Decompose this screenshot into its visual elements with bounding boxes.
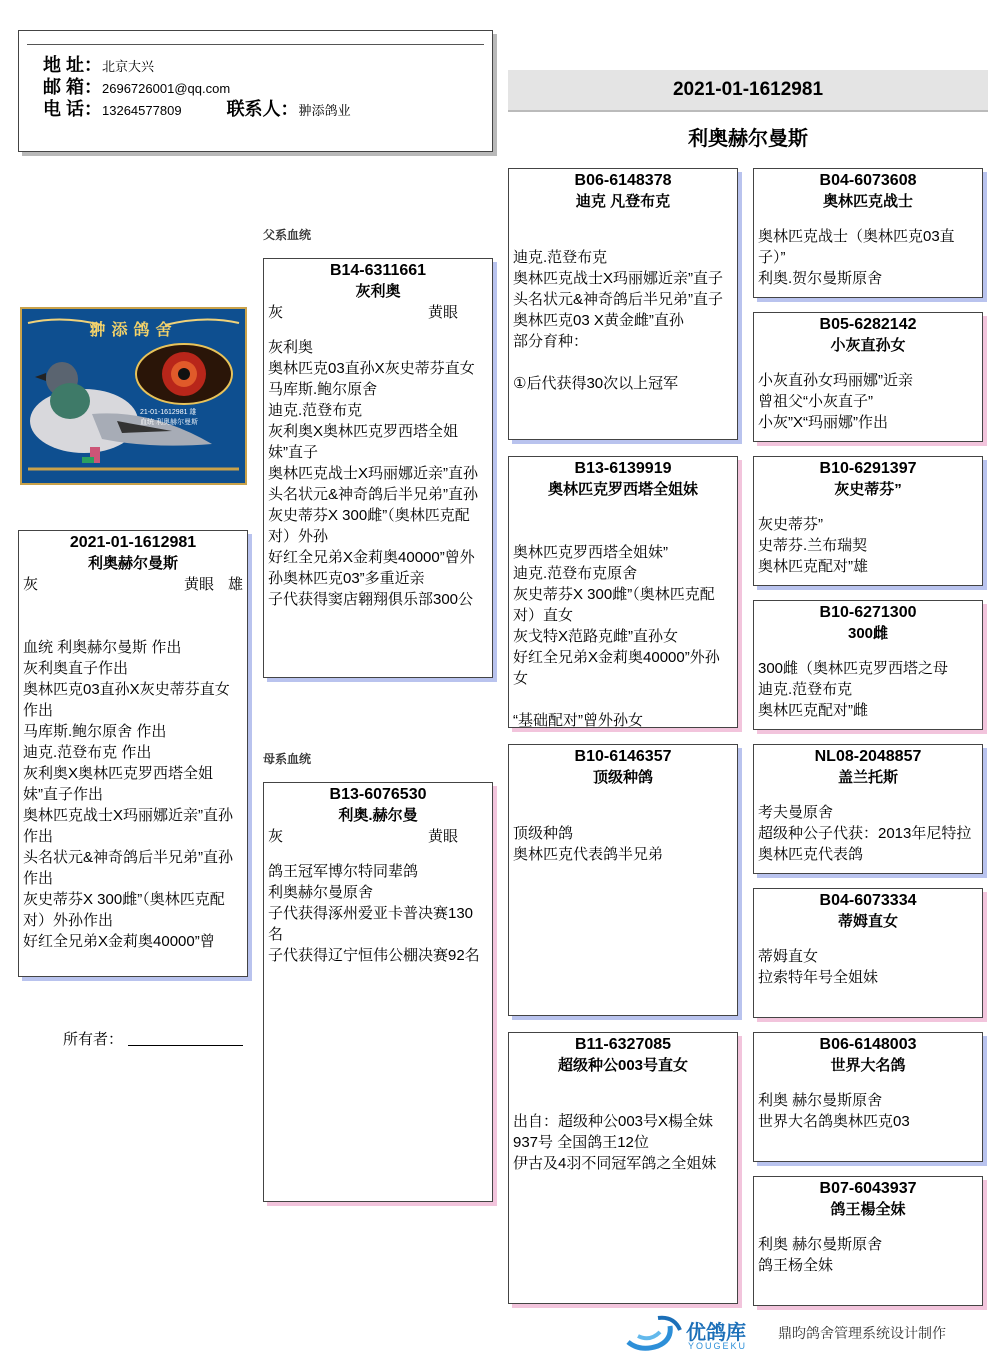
great-grandparent-ring: B04-6073334	[819, 892, 917, 909]
logo-text-en: YOUGEKU	[688, 1341, 748, 1351]
great-grandparent-name: 鸽王楊全妹	[830, 1201, 906, 1218]
subject-color: 灰	[23, 576, 39, 593]
photo-caption-2: 血统 利奥赫尔曼斯	[140, 419, 198, 426]
contact-divider	[27, 44, 484, 45]
address-label: 地 址：	[43, 55, 103, 75]
great-grandparent-ring: B04-6073608	[819, 172, 917, 189]
great-grandparent-ring: B06-6148003	[819, 1036, 917, 1053]
subject-notes: 血统 利奥赫尔曼斯 作出 灰利奥直子作出 奥林匹克03直孙X灰史蒂芬直女 作出 马库斯.鲍尔原舍 作出 迪克.范登布克 作出 灰利奥X奥林匹克罗西塔全姐妹”直子作出 奥林匹克战士X玛丽娜近亲”直孙 作出 头名状元&神奇鸽后半兄弟”直孙 作出 灰史蒂芬X 300雌”（奥林匹克配对）外孙作出 好红全兄弟X金莉奥40000”曾	[23, 639, 234, 950]
swirl-logo-icon	[620, 1312, 684, 1356]
great-grandparent-card-2	[753, 312, 983, 442]
footer-credit: 鼎昀鸽舍管理系统设计制作	[778, 1325, 946, 1341]
great-grandparent-card-6	[753, 888, 983, 1018]
subject-sex: 雄	[227, 576, 243, 593]
granddam-paternal-card	[508, 456, 738, 728]
great-grandparent-card-4	[753, 600, 983, 730]
great-grandparent-notes: 小灰直孙女玛丽娜”近亲 曾祖父“小灰直子” 小灰”X“玛丽娜”作出	[758, 372, 913, 431]
grandsire-paternal-card	[508, 168, 738, 440]
sire-color: 灰	[268, 304, 284, 321]
subject-ring: 2021-01-1612981	[69, 534, 197, 551]
grandsire-maternal-card	[508, 744, 738, 1016]
owner-row	[63, 1028, 123, 1049]
great-grandparent-name: 灰史蒂芬”	[834, 481, 902, 498]
email-label: 邮 箱：	[43, 77, 103, 97]
great-grandparent-notes: 考夫曼原舍 超级种公子代获：2013年尼特拉奥林匹克代表鸽	[758, 804, 972, 863]
header-name: 利奥赫尔曼斯	[688, 128, 808, 150]
dam-name: 利奥.赫尔曼	[338, 807, 418, 824]
dam-card	[263, 782, 493, 1202]
great-grandparent-notes: 蒂姆直女 拉索特年号全姐妹	[758, 948, 879, 986]
great-grandparent-ring: B10-6271300	[819, 604, 917, 621]
sire-ring: B14-6311661	[329, 262, 427, 279]
owner-line	[128, 1045, 243, 1046]
grandparent-name: 奥林匹克罗西塔全姐妹	[547, 481, 698, 498]
great-grandparent-name: 奥林匹克战士	[822, 193, 913, 210]
great-grandparent-card-8	[753, 1176, 983, 1306]
great-grandparent-card-5	[753, 744, 983, 874]
great-grandparent-card-7	[753, 1032, 983, 1162]
phone-value: 13264577809	[102, 103, 182, 118]
dam-line-label: 母系血统	[263, 752, 312, 766]
photo-caption-1: 21-01-1612981 雄	[140, 409, 197, 416]
sire-notes: 灰利奥 奥林匹克03直孙X灰史蒂芬直女 马库斯.鲍尔原舍 迪克.范登布克 灰利奥X奥林匹克罗西塔全姐妹”直子 奥林匹克战士X玛丽娜近亲”直孙 头名状元&神奇鸽后半兄弟”直孙 灰史蒂芬X 300雌”（奥林匹克配对）外孙 好红全兄弟X金莉奥40000”曾外孙奥林匹克03”多重近亲 子代获得窦店翱翔俱乐部300公	[268, 339, 479, 608]
grandparent-notes: 奥林匹克罗西塔全姐妹” 迪克.范登布克原舍 灰史蒂芬X 300雌”（奥林匹克配对）直女 灰戈特X范路克雌”直孙女 好红全兄弟X金莉奥40000”外孙女 “基础配对”曾外孙女	[513, 544, 720, 728]
great-grandparent-notes: 奥林匹克战士（奥林匹克03直子）” 利奥.贺尔曼斯原舍	[758, 228, 955, 287]
subject-card	[18, 530, 248, 977]
dam-color: 灰	[268, 828, 284, 845]
great-grandparent-ring: B05-6282142	[819, 316, 917, 333]
contact-person-label: 联系人：	[226, 99, 299, 119]
dam-ring: B13-6076530	[329, 786, 427, 803]
great-grandparent-ring: B10-6291397	[819, 460, 917, 477]
great-grandparent-notes: 灰史蒂芬” 史蒂芬.兰布瑞契 奥林匹克配对”雄	[758, 516, 868, 575]
email-value: 2696726001@qq.com	[102, 81, 231, 96]
great-grandparent-name: 世界大名鸽	[830, 1057, 906, 1074]
photo-banner: 翀添鸽舍	[89, 322, 178, 339]
grandparent-ring: B13-6139919	[574, 460, 672, 477]
dam-notes: 鸽王冠军博尔特同辈鸽 利奥赫尔曼原舍 子代获得涿州爱亚卡普决赛130名 子代获得辽宁恒伟公棚决赛92名	[268, 863, 480, 964]
granddam-maternal-card	[508, 1032, 738, 1304]
grandparent-notes: 顶级种鸽 奥林匹克代表鸽半兄弟	[513, 825, 664, 863]
address-value: 北京大兴	[102, 59, 155, 74]
header-ring-bar	[508, 70, 988, 112]
subject-eye: 黄眼	[183, 576, 214, 593]
grandparent-ring: B11-6327085	[574, 1036, 672, 1053]
great-grandparent-ring: B07-6043937	[819, 1180, 917, 1197]
grandparent-name: 超级种公003号直女	[557, 1057, 689, 1074]
great-grandparent-card-3	[753, 456, 983, 586]
grandparent-name: 迪克 凡登布克	[575, 193, 671, 210]
grandparent-ring: B06-6148378	[574, 172, 672, 189]
dam-eye: 黄眼	[427, 828, 458, 845]
great-grandparent-name: 蒂姆直女	[837, 913, 898, 930]
great-grandparent-notes: 300雌（奥林匹克罗西塔之母 迪克.范登布克 奥林匹克配对”雌	[758, 660, 949, 719]
phone-label: 电 话：	[43, 99, 103, 119]
great-grandparent-name: 300雌	[847, 625, 889, 642]
great-grandparent-name: 盖兰托斯	[837, 769, 898, 786]
pigeon-photo	[20, 307, 247, 485]
contact-person-value: 翀添鸽业	[298, 103, 351, 118]
grandparent-notes: 迪克.范登布克 奥林匹克战士X玛丽娜近亲”直子 头名状元&神奇鸽后半兄弟”直子 奥林匹克03 X黄金雌”直孙 部分育种： ①后代获得30次以上冠军	[513, 249, 724, 392]
subject-name: 利奥赫尔曼斯	[87, 555, 178, 572]
great-grandparent-ring: NL08-2048857	[814, 748, 922, 765]
grandparent-notes: 出自：超级种公003号X楊全妹937号 全国鸽王12位 伊古及4羽不同冠军鸽之全姐妹	[513, 1113, 717, 1172]
great-grandparent-notes: 利奥 赫尔曼斯原舍 鸽王杨全妹	[758, 1236, 883, 1274]
grandparent-ring: B10-6146357	[574, 748, 672, 765]
header-ring: 2021-01-1612981	[672, 79, 824, 100]
sire-name: 灰利奥	[355, 283, 401, 300]
sire-eye: 黄眼	[427, 304, 458, 321]
great-grandparent-notes: 利奥 赫尔曼斯原舍 世界大名鸽奥林匹克03	[758, 1092, 910, 1130]
logo-text-cn: 优鸽库	[686, 1322, 746, 1344]
sire-line-label: 父系血统	[263, 228, 312, 242]
grandparent-name: 顶级种鸽	[592, 769, 653, 786]
owner-label: 所有者：	[63, 1031, 124, 1048]
contact-box	[18, 30, 493, 152]
footer	[620, 1310, 990, 1358]
great-grandparent-name: 小灰直孙女	[830, 337, 906, 354]
sire-card	[263, 258, 493, 678]
great-grandparent-card-1	[753, 168, 983, 298]
